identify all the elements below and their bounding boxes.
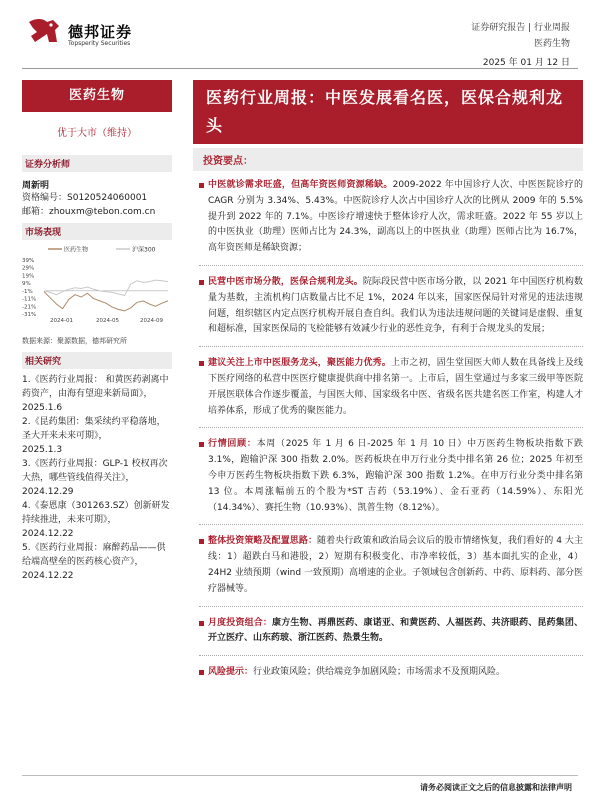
key-point-body: 随着央行政策和政治局会议后的股市情绪恢复，我们看好的 4 大主线：1）超跌白马和港股，2）短期有积极变化、市净率较低，3）基本面扎实的企业，4）24H2 业绩预期（wind 一致预期）高增速的企业。子领域包含创新药、中药、原料药、部分医疗器械等。 xyxy=(208,536,583,594)
related-item-title: 5.《医药行业周报：麻醉药品——供给端高壁垒的医药核心资产》， xyxy=(22,543,166,567)
footer-disclaimer: 请务必阅读正文之后的信息披露和法律声明 xyxy=(420,783,572,792)
related-item-date: 2024.12.22 xyxy=(22,571,74,581)
related-item[interactable] xyxy=(22,499,172,541)
analyst-license: 资格编号：S0120524060001 xyxy=(22,193,148,203)
key-point-paragraph xyxy=(199,665,583,681)
left-sidebar xyxy=(22,80,172,583)
key-points-bar xyxy=(193,148,583,171)
key-point-body: 2009-2022 年中国诊疗人次、中医医院诊疗的 CAGR 分别为 3.34%、5.43%。中医院诊疗人次占中国诊疗人次的比例从 2009 年的 5.5%提升到 2022 年的 7.1%。中医诊疗增速快于整体诊疗人次，需求旺盛。2022 年 55 岁以上的中医执业（助理）医师占比为 24.3%，副高以上的中医执业（助理）医师占比为 16.7%，高年资医师是稀缺资源； xyxy=(208,180,583,254)
series-line-1 xyxy=(44,280,168,295)
related-item-title: 1.《医药行业周报： 和黄医药剥离中药资产，由海有望迎来新局面》， xyxy=(22,375,169,399)
bullet-square-icon xyxy=(199,280,204,285)
key-point-paragraph xyxy=(199,534,583,597)
paragraph-divider xyxy=(199,427,583,428)
related-item[interactable] xyxy=(22,373,172,415)
related-item-date: 2024.12.29 xyxy=(22,487,74,497)
paragraph-divider xyxy=(199,346,583,347)
x-tick-label: 2024-01 xyxy=(50,318,73,324)
bullet-square-icon xyxy=(199,621,204,626)
chart-source: 数据来源：聚源数据，德邦研究所 xyxy=(22,337,127,345)
key-point-lead: 风险提示： xyxy=(208,667,254,678)
key-point-lead: 民营中医市场分散，医保合规利龙头。 xyxy=(208,276,363,287)
y-tick-label: 19% xyxy=(22,273,35,280)
report-title: 医药行业周报：中医发展看名医，医保合规利龙头 xyxy=(193,80,583,144)
paragraph-divider xyxy=(199,265,583,266)
key-points-content xyxy=(199,178,583,681)
tebon-logo xyxy=(27,16,61,46)
paragraph-divider xyxy=(199,524,583,525)
key-point-body: 上市之初，固生堂国医大师人数在具备线上及线下医疗网络的私营中医医疗健康提供商中排名第一。上市后，固生堂通过与多家三级甲等医院开展医联体合作逐步覆盖，与国医大师、国家级名中医、省级名医共建名医工作室，构建人才培养体系，形成了优秀的聚医能力。 xyxy=(208,358,583,416)
bullet-square-icon xyxy=(199,670,204,675)
key-point-lead: 建议关注上市中医服务龙头，聚医能力优秀。 xyxy=(208,358,391,369)
y-tick-label: 39% xyxy=(22,258,35,264)
key-point-body: 康方生物、再鼎医药、康诺亚、和黄医药、人福医药、共济眼药、昆药集团、开立医疗、山东药玻、浙江医药、热景生物。 xyxy=(208,617,583,644)
report-type: 证券研究报告 | 行业周报 xyxy=(471,23,570,33)
analyst-heading: 证券分析师 xyxy=(22,155,172,172)
rating: 优于大市（维持） xyxy=(57,128,137,139)
report-sector: 医药生物 xyxy=(533,39,570,49)
y-tick-label: -31% xyxy=(22,312,37,318)
y-tick-label: -21% xyxy=(22,304,37,311)
key-point-lead: 中医就诊需求旺盛，但高年资医师资源稀缺。 xyxy=(208,180,393,190)
series-line-0 xyxy=(44,292,168,311)
related-item-date: 2025.1.6 xyxy=(22,403,63,413)
key-point-paragraph xyxy=(199,178,583,257)
key-point-lead: 整体投资策略及配置思路： xyxy=(208,536,318,547)
header-divider xyxy=(22,68,578,69)
analyst-name: 周新明 xyxy=(22,181,50,191)
brand-name-en: Topsperity Securities xyxy=(68,40,131,47)
bullet-square-icon xyxy=(199,361,204,366)
bullet-square-icon xyxy=(199,539,204,544)
y-tick-label: -1% xyxy=(22,288,33,295)
x-tick-label: 2024-05 xyxy=(96,318,119,324)
y-tick-label: 9% xyxy=(22,281,31,288)
key-point-body: 本周（2025 年 1 月 6 日-2025 年 1 月 10 日）中万医药生物板块指数下跌 3.1%，跑输沪深 300 指数 2.0%。医药板块在申万行业分类中排名第 26 位；2025 年初至今申万医药生物板块指数下跌 6.3%，跑输沪深 300 指数 1.2%。在申万行业分类中排名第 13 位。本周涨幅前五的个股为*ST 吉药（53.19%）、金石亚药（14.59%）、东阳光（14.34%）、赛托生物（10.93%）、凯普生物（8.12%）。 xyxy=(208,439,583,513)
report-date: 2025 年 01 月 12 日 xyxy=(482,58,570,68)
related-item-title: 2.《昆药集团：集采续约平稳落地，圣大开来未来可期》， xyxy=(22,417,166,441)
key-point-body: 院际段民营中医市场分散，以 2021 年中国医疗机构数量为基数，主流机构门店数量占比不足 1%，2024 年以来，国家医保局针对常见的违法违规问题，组织辖区内定点医疗机构开展自查自纠。我们认为违法违规问题的关键词是虚假、重复和超标准，国家医保局的飞检能够有效减少行业的恶性竞争，有利于合规龙头的发展； xyxy=(208,276,583,335)
related-item[interactable] xyxy=(22,457,172,499)
market-heading: 市场表现 xyxy=(22,223,172,240)
legend-label: 沪深300 xyxy=(132,246,156,254)
paragraph-divider xyxy=(199,655,583,656)
analyst-email[interactable]: 邮箱：zhouxm@tebon.com.cn xyxy=(22,207,156,217)
report-meta xyxy=(471,20,570,52)
footer-divider xyxy=(22,775,578,776)
y-tick-label: -11% xyxy=(22,296,37,303)
bullet-square-icon xyxy=(199,442,204,447)
key-point-lead: 行情回顾： xyxy=(208,439,257,450)
key-point-paragraph xyxy=(199,616,583,648)
market-chart xyxy=(22,244,172,324)
key-point-lead: 月度投资组合： xyxy=(208,617,273,628)
legend-label: 医药生物 xyxy=(64,246,89,254)
key-point-paragraph xyxy=(199,356,583,419)
key-point-paragraph xyxy=(199,275,583,338)
related-item[interactable] xyxy=(22,541,172,583)
y-tick-label: 29% xyxy=(22,265,35,272)
x-tick-label: 2024-09 xyxy=(140,318,163,324)
key-point-paragraph xyxy=(199,437,583,516)
bullet-square-icon xyxy=(199,183,204,188)
related-heading: 相关研究 xyxy=(22,352,172,369)
key-points-label: 投资要点： xyxy=(203,156,253,167)
related-item-date: 2025.1.3 xyxy=(22,445,63,455)
sector-box: 医药生物 xyxy=(22,80,172,112)
related-item-title: 3.《医药行业周报：GLP-1 校权再次大热，哪些管线值得关注》， xyxy=(22,459,168,483)
related-item-date: 2024.12.22 xyxy=(22,529,74,539)
brand-name: 德邦证券 xyxy=(68,23,133,41)
market-chart-svg xyxy=(22,244,172,324)
related-item-title: 4.《泰恩康（301263.SZ）创新研发持续推进，未来可期》， xyxy=(22,501,170,525)
paragraph-divider xyxy=(199,606,583,607)
related-list xyxy=(22,373,172,583)
key-point-body: 行业政策风险；供给端竞争加剧风险；市场需求不及预期风险。 xyxy=(253,667,506,678)
related-item[interactable] xyxy=(22,415,172,457)
